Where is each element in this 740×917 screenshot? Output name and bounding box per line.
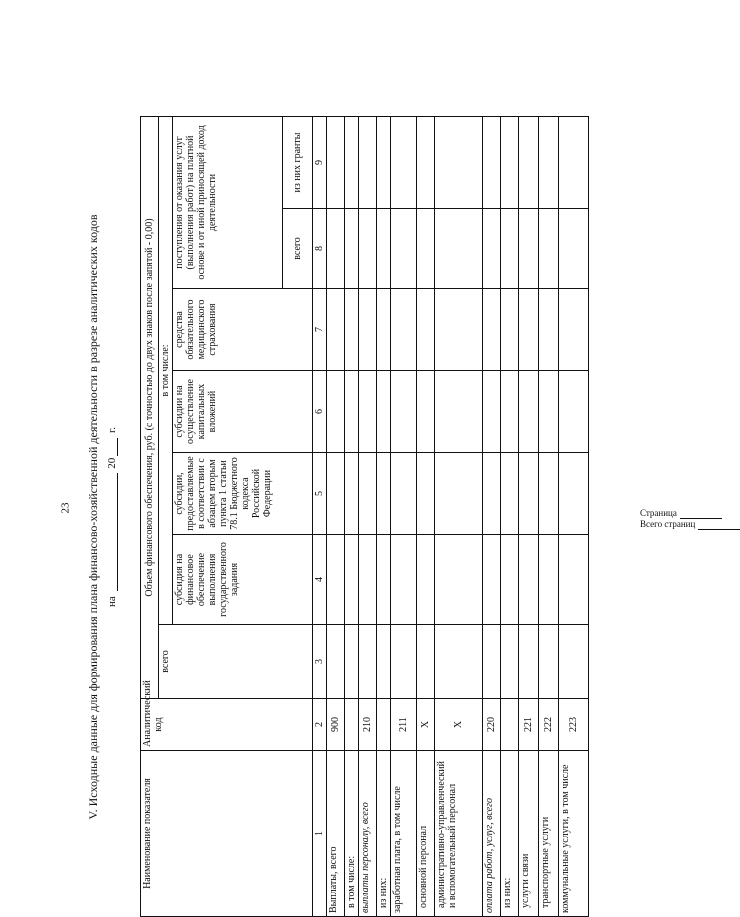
page-number: 23 [59, 502, 72, 514]
table-row [345, 116, 359, 916]
header-subsidy-article-78: субсидии, предоставляемые в соответствии с абзацем вторым пункта 1 статьи 78.1 Бюджетного кодекса Российской Федерации [173, 453, 313, 535]
value-cell[interactable] [539, 209, 559, 289]
row-indicator-name: из них: [377, 751, 391, 917]
row-indicator-name: из них: [501, 751, 519, 917]
value-cell[interactable] [417, 209, 435, 289]
value-cell[interactable] [559, 371, 589, 453]
value-cell[interactable] [483, 209, 501, 289]
row-analytic-code: 222 [539, 699, 559, 751]
value-cell[interactable] [391, 116, 417, 208]
row-analytic-code: Х [435, 699, 483, 751]
value-cell[interactable] [377, 625, 391, 699]
row-indicator-name: основной персонал [417, 751, 435, 917]
col-number: 6 [313, 371, 327, 453]
value-cell[interactable] [501, 116, 519, 208]
period-year-prefix: 20 [106, 457, 118, 469]
value-cell[interactable] [501, 535, 519, 625]
value-cell[interactable] [519, 453, 539, 535]
value-cell[interactable] [417, 371, 435, 453]
header-total: всего [159, 625, 313, 699]
row-analytic-code [345, 699, 359, 751]
value-cell[interactable] [559, 116, 589, 208]
row-analytic-code: 900 [327, 699, 345, 751]
value-cell[interactable] [435, 535, 483, 625]
col-number: 8 [313, 209, 327, 289]
value-cell[interactable] [417, 116, 435, 208]
value-cell[interactable] [483, 625, 501, 699]
table-row [417, 116, 435, 916]
row-analytic-code: 220 [483, 699, 501, 751]
value-cell[interactable] [359, 289, 377, 371]
column-numbers-row [313, 116, 327, 916]
table-row [359, 116, 377, 916]
header-paid-total: всего [283, 209, 313, 289]
value-cell[interactable] [327, 453, 345, 535]
header-paid-services: поступления от оказания услуг (выполнения работ) на платной основе и от иной приносящей доход деятельности [173, 116, 283, 288]
header-analytic-code: Аналитический код [141, 699, 313, 751]
value-cell[interactable] [345, 535, 359, 625]
value-cell[interactable] [501, 209, 519, 289]
col-number: 3 [313, 625, 327, 699]
value-cell[interactable] [377, 116, 391, 208]
table-row [483, 116, 501, 916]
value-cell[interactable] [327, 289, 345, 371]
value-cell[interactable] [501, 371, 519, 453]
value-cell[interactable] [483, 116, 501, 208]
value-cell[interactable] [417, 625, 435, 699]
table-row [391, 116, 417, 916]
value-cell[interactable] [377, 289, 391, 371]
value-cell[interactable] [519, 289, 539, 371]
row-indicator-name: заработная плата, в том числе [391, 751, 417, 917]
header-subsidy-state-task: субсидия на финансовое обеспечение выполнения государственного задания [173, 535, 313, 625]
col-number: 9 [313, 116, 327, 208]
value-cell[interactable] [519, 535, 539, 625]
value-cell[interactable] [417, 535, 435, 625]
col-number: 7 [313, 289, 327, 371]
analytics-table [140, 116, 589, 917]
value-cell[interactable] [327, 116, 345, 208]
year-blank-field[interactable] [107, 438, 118, 456]
value-cell[interactable] [435, 625, 483, 699]
value-cell[interactable] [559, 209, 589, 289]
value-cell[interactable] [435, 116, 483, 208]
table-row [519, 116, 539, 916]
value-cell[interactable] [359, 535, 377, 625]
value-cell[interactable] [483, 535, 501, 625]
date-blank-field[interactable] [107, 474, 118, 592]
value-cell[interactable] [519, 371, 539, 453]
value-cell[interactable] [359, 371, 377, 453]
value-cell[interactable] [559, 535, 589, 625]
row-indicator-name: Выплаты, всего [327, 751, 345, 917]
page-footer [640, 508, 740, 530]
value-cell[interactable] [417, 453, 435, 535]
header-financing-volume: Объем финансового обеспечения, руб. (с точностью до двух знаков после запятой - 0,00) [141, 116, 159, 698]
table-row [559, 116, 589, 916]
value-cell[interactable] [327, 209, 345, 289]
row-analytic-code: 210 [359, 699, 377, 751]
row-indicator-name: транспортные услуги [539, 751, 559, 917]
value-cell[interactable] [377, 535, 391, 625]
row-analytic-code [377, 699, 391, 751]
value-cell[interactable] [435, 453, 483, 535]
row-indicator-name: услуги связи [519, 751, 539, 917]
value-cell[interactable] [391, 625, 417, 699]
value-cell[interactable] [501, 625, 519, 699]
table-row [377, 116, 391, 916]
value-cell[interactable] [559, 453, 589, 535]
period-suffix: г. [106, 426, 118, 433]
value-cell[interactable] [345, 625, 359, 699]
row-analytic-code [501, 699, 519, 751]
row-indicator-name: административно-управленческий и вспомогательный персонал [435, 751, 483, 917]
value-cell[interactable] [391, 209, 417, 289]
col-number: 4 [313, 535, 327, 625]
value-cell[interactable] [359, 453, 377, 535]
col-number: 2 [313, 699, 327, 751]
value-cell[interactable] [345, 116, 359, 208]
row-analytic-code: Х [417, 699, 435, 751]
table-row [501, 116, 519, 916]
table-row [539, 116, 559, 916]
value-cell[interactable] [501, 289, 519, 371]
value-cell[interactable] [391, 289, 417, 371]
period-prefix: на [106, 596, 118, 608]
value-cell[interactable] [377, 209, 391, 289]
value-cell[interactable] [435, 289, 483, 371]
value-cell[interactable] [519, 209, 539, 289]
footer-total-label: Всего страниц [640, 519, 696, 529]
value-cell[interactable] [359, 625, 377, 699]
value-cell[interactable] [559, 289, 589, 371]
row-analytic-code: 211 [391, 699, 417, 751]
col-number: 5 [313, 453, 327, 535]
period-line [106, 117, 118, 917]
table-row [435, 116, 483, 916]
value-cell[interactable] [345, 289, 359, 371]
value-cell[interactable] [435, 371, 483, 453]
value-cell[interactable] [483, 289, 501, 371]
footer-page-label: Страница [640, 508, 677, 518]
value-cell[interactable] [417, 289, 435, 371]
header-including: в том числе: [159, 116, 173, 624]
col-number: 1 [313, 751, 327, 917]
row-indicator-name: выплаты персоналу, всего [359, 751, 377, 917]
value-cell[interactable] [501, 453, 519, 535]
value-cell[interactable] [391, 371, 417, 453]
section-heading: V. Исходные данные для формирования плана финансово-хозяйственной деятельности в разрезе аналитических кодов [86, 214, 100, 820]
value-cell[interactable] [327, 371, 345, 453]
row-analytic-code: 221 [519, 699, 539, 751]
value-cell[interactable] [327, 625, 345, 699]
value-cell[interactable] [539, 625, 559, 699]
header-subsidy-capital: субсидии на осуществление капитальных вложений [173, 371, 313, 453]
value-cell[interactable] [483, 371, 501, 453]
total-pages-blank-field[interactable] [698, 521, 740, 530]
value-cell[interactable] [345, 453, 359, 535]
header-grants: из них гранты [283, 116, 313, 208]
value-cell[interactable] [359, 209, 377, 289]
header-indicator-name: Наименование показателя [141, 751, 313, 917]
value-cell[interactable] [539, 453, 559, 535]
value-cell[interactable] [559, 625, 589, 699]
page-blank-field[interactable] [680, 510, 722, 519]
value-cell[interactable] [377, 371, 391, 453]
value-cell[interactable] [519, 625, 539, 699]
value-cell[interactable] [483, 453, 501, 535]
value-cell[interactable] [519, 116, 539, 208]
value-cell[interactable] [435, 209, 483, 289]
value-cell[interactable] [345, 371, 359, 453]
value-cell[interactable] [345, 209, 359, 289]
row-indicator-name: коммунальные услуги, в том числе [559, 751, 589, 917]
value-cell[interactable] [359, 116, 377, 208]
value-cell[interactable] [539, 289, 559, 371]
value-cell[interactable] [327, 535, 345, 625]
value-cell[interactable] [391, 453, 417, 535]
value-cell[interactable] [391, 535, 417, 625]
value-cell[interactable] [377, 453, 391, 535]
table-body [327, 116, 589, 916]
value-cell[interactable] [539, 535, 559, 625]
value-cell[interactable] [539, 371, 559, 453]
row-analytic-code: 223 [559, 699, 589, 751]
document-sheet [86, 117, 638, 917]
row-indicator-name: оплата работ, услуг, всего [483, 751, 501, 917]
header-medical-insurance: средства обязательного медицинского страхования [173, 289, 313, 371]
value-cell[interactable] [539, 116, 559, 208]
table-row [327, 116, 345, 916]
row-indicator-name: в том числе: [345, 751, 359, 917]
